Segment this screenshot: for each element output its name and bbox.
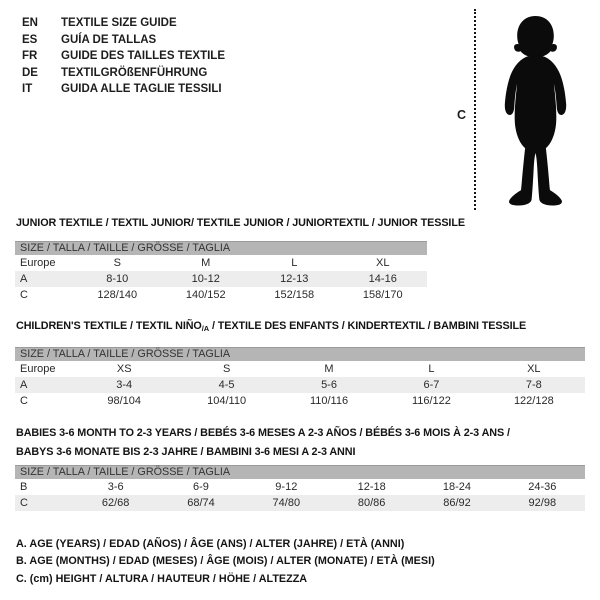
height-cell: 110/116	[309, 395, 349, 407]
height-cell: 80/86	[357, 497, 386, 509]
size-cell: L	[291, 257, 298, 269]
age-cell: 14-16	[368, 273, 397, 285]
lang-title: GUIDA ALLE TAGLIE TESSILI	[61, 83, 222, 96]
lang-title: TEXTILGRÖßENFÜHRUNG	[61, 66, 208, 79]
lang-code: FR	[22, 50, 38, 63]
lang-code: DE	[22, 66, 38, 79]
lang-code: IT	[22, 83, 33, 96]
row-label: Europe	[20, 257, 56, 269]
table-header: SIZE / TALLA / TAILLE / GRÖSSE / TAGLIA	[15, 347, 585, 361]
age-cell: 8-10	[106, 273, 129, 285]
age-cell: 12-18	[357, 481, 386, 493]
children-size-table	[15, 347, 585, 409]
table-header: SIZE / TALLA / TAILLE / GRÖSSE / TAGLIA	[15, 241, 427, 255]
size-cell: XL	[527, 363, 541, 375]
row-label: A	[20, 273, 28, 285]
lang-row-es	[22, 32, 225, 49]
lang-row-it	[22, 81, 225, 98]
size-cell: XS	[116, 363, 132, 375]
age-cell: 4-5	[218, 379, 235, 391]
age-cell: 9-12	[275, 481, 298, 493]
age-cell: 12-13	[280, 273, 309, 285]
age-cell: 7-8	[525, 379, 542, 391]
junior-size-table	[15, 241, 427, 303]
lang-code: EN	[22, 17, 38, 29]
size-cell: L	[428, 363, 435, 375]
babies-title-line2: BABYS 3-6 MONATE BIS 2-3 JAHRE / BAMBINI 3-6 MESI A 2-3 ANNI	[16, 446, 356, 458]
footnote-age-months: B. AGE (MONTHS) / EDAD (MESES) / ÂGE (MOIS) / ALTER (MONATE) / ETÀ (MESI)	[16, 555, 435, 568]
age-cell: 24-36	[528, 481, 557, 493]
row-label: C	[20, 395, 28, 407]
size-cell: S	[113, 257, 121, 269]
table-row	[15, 377, 585, 393]
table-row	[15, 361, 585, 377]
lang-code: ES	[22, 33, 38, 46]
babies-title-line1: BABIES 3-6 MONTH TO 2-3 YEARS / BEBÉS 3-6 MESES A 2-3 AÑOS / BÉBÉS 3-6 MOIS À 2-3 ANS /	[16, 427, 510, 439]
height-cell: 158/170	[362, 289, 403, 301]
children-title-main: CHILDREN'S TEXTILE / TEXTIL NIÑO	[16, 320, 202, 332]
size-cell: M	[201, 257, 211, 269]
height-cell: 74/80	[272, 497, 301, 509]
table-row	[15, 271, 427, 287]
height-cell: 128/140	[97, 289, 138, 301]
age-cell: 10-12	[191, 273, 220, 285]
table-row	[15, 287, 427, 303]
lang-title: GUIDE DES TAILLES TEXTILE	[61, 50, 225, 63]
children-section-title	[16, 320, 526, 333]
children-title-rest: / TEXTILE DES ENFANTS / KINDERTEXTIL / BAMBINI TESSILE	[209, 320, 527, 332]
toddler-silhouette-icon	[488, 10, 583, 211]
height-cell: 122/128	[513, 395, 554, 407]
height-cell: 92/98	[528, 497, 557, 509]
table-row	[15, 255, 427, 271]
height-cell: 62/68	[101, 497, 130, 509]
row-label: B	[20, 481, 28, 493]
size-cell: XL	[376, 257, 390, 269]
height-cell: 152/158	[274, 289, 315, 301]
measurement-figure	[448, 8, 590, 214]
table-row	[15, 495, 585, 511]
height-cell: 116/122	[411, 395, 451, 407]
size-cell: M	[324, 363, 334, 375]
age-cell: 3-4	[116, 379, 133, 391]
height-cell: 104/110	[207, 395, 247, 407]
age-cell: 3-6	[107, 481, 124, 493]
height-measure-line	[474, 9, 476, 210]
age-cell: 6-9	[193, 481, 209, 493]
lang-row-de	[22, 65, 225, 82]
lang-row-en	[22, 15, 225, 32]
table-row	[15, 479, 585, 495]
age-cell: 6-7	[423, 379, 440, 391]
junior-section-title: JUNIOR TEXTILE / TEXTIL JUNIOR/ TEXTILE JUNIOR / JUNIORTEXTIL / JUNIOR TESSILE	[16, 217, 465, 229]
language-title-list	[22, 15, 225, 98]
babies-size-table	[15, 465, 585, 511]
height-cell: 68/74	[187, 497, 215, 509]
height-measure-label: C	[457, 108, 467, 122]
age-cell: 5-6	[321, 379, 337, 391]
age-cell: 18-24	[442, 481, 472, 493]
table-header: SIZE / TALLA / TAILLE / GRÖSSE / TAGLIA	[15, 465, 585, 479]
height-cell: 86/92	[443, 497, 471, 509]
height-cell: 98/104	[107, 395, 142, 407]
legend-footnotes	[16, 536, 435, 588]
footnote-age-years: A. AGE (YEARS) / EDAD (AÑOS) / ÂGE (ANS) / ALTER (JAHRE) / ETÀ (ANNI)	[16, 538, 405, 550]
row-label: C	[20, 497, 28, 509]
children-title-sub: /A	[201, 324, 210, 333]
lang-row-fr	[22, 48, 225, 65]
table-row	[15, 393, 585, 409]
size-cell: S	[222, 363, 231, 375]
row-label: Europe	[20, 363, 56, 375]
lang-title: GUÍA DE TALLAS	[61, 33, 157, 46]
footnote-height: C. (cm) HEIGHT / ALTURA / HAUTEUR / HÖHE / ALTEZZA	[16, 572, 308, 585]
babies-section-title	[16, 424, 510, 462]
lang-title: TEXTILE SIZE GUIDE	[61, 17, 177, 29]
row-label: A	[20, 379, 28, 391]
height-cell: 140/152	[185, 289, 226, 301]
row-label: C	[20, 289, 28, 301]
